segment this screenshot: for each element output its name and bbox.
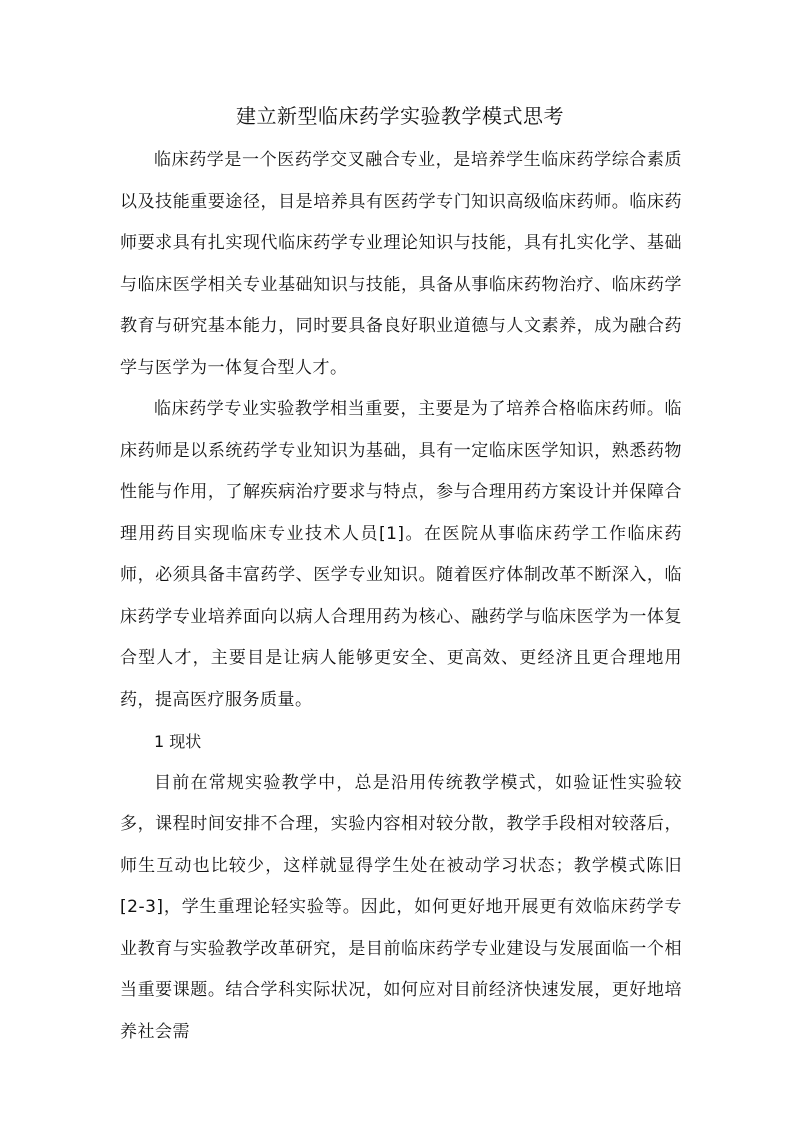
document-body bbox=[120, 140, 682, 1053]
paragraph-status: 目前在常规实验教学中，总是沿用传统教学模式，如验证性实验较多，课程时间安排不合理，实验内容相对较分散，教学手段相对较落后，师生互动也比较少，这样就显得学生处在被动学习状态；教学模式陈旧[2-3]，学生重理论轻实验等。因此，如何更好地开展更有效临床药学专业教育与实验教学改革研究，是目前临床药学专业建设与发展面临一个相当重要课题。结合学科实际状况，如何应对目前经济快速发展，更好地培养社会需 bbox=[120, 772, 682, 1042]
paragraph-importance: 临床药学专业实验教学相当重要，主要是为了培养合格临床药师。临床药师是以系统药学专业知识为基础，具有一定临床医学知识，熟悉药物性能与作用，了解疾病治疗要求与特点，参与合理用药方案设计并保障合理用药目实现临床专业技术人员[1]。在医院从事临床药学工作临床药师，必须具备丰富药学、医学专业知识。随着医疗体制改革不断深入，临床药学专业培养面向以病人合理用药为核心、融药学与临床医学为一体复合型人才，主要目是让病人能够更安全、更高效、更经济且更合理地用药，提高医疗服务质量。 bbox=[120, 399, 682, 710]
document-title: 建立新型临床药学实验教学模式思考 bbox=[236, 104, 564, 128]
section-heading-status: 1 现状 bbox=[154, 732, 202, 751]
paragraph-intro: 临床药学是一个医药学交叉融合专业，是培养学生临床药学综合素质以及技能重要途径，目是培养具有医药学专门知识高级临床药师。临床药师要求具有扎实现代临床药学专业理论知识与技能，具有扎实化学、基础与临床医学相关专业基础知识与技能，具备从事临床药物治疗、临床药学教育与研究基本能力，同时要具备良好职业道德与人文素养，成为融合药学与医学为一体复合型人才。 bbox=[120, 150, 682, 378]
